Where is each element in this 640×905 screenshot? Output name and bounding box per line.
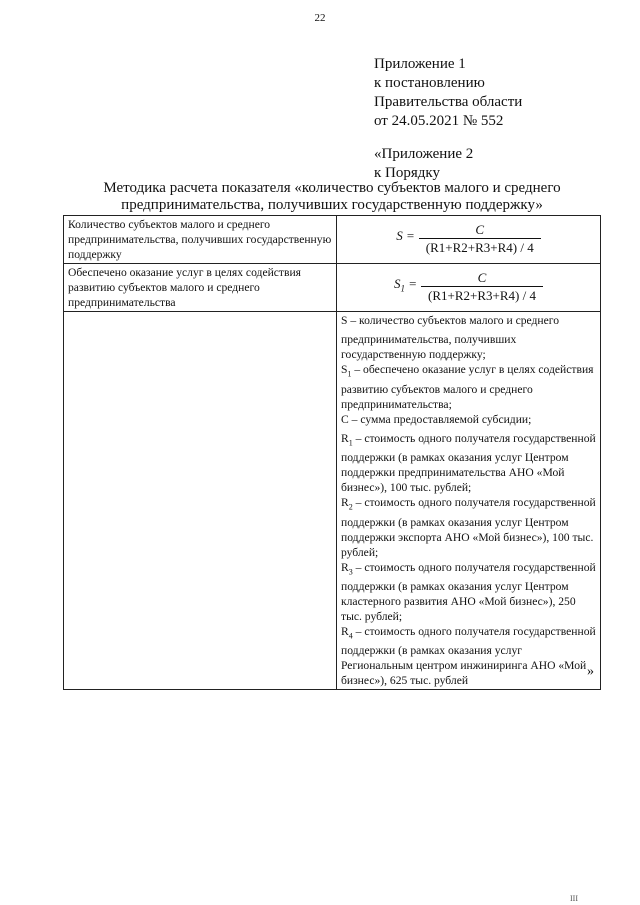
formula-numerator: C [477, 269, 487, 285]
appendix-line: к постановлению [374, 75, 485, 91]
indicator-label: Обеспечено оказание услуг в целях содействия развитию субъектов малого и среднего предпринимательства [64, 264, 337, 312]
appendix-line: к Порядку [374, 165, 440, 181]
formula-lhs: S = [396, 227, 415, 243]
formula-denominator: (R1+R2+R3+R4) / 4 [428, 287, 536, 303]
definition-item: S – количество субъектов малого и среднего предпринимательства, получивших государственную поддержку; [341, 314, 560, 362]
formula-cell [337, 264, 601, 312]
formula-numerator: C [475, 221, 485, 237]
appendix-line: от 24.05.2021 № 552 [374, 113, 504, 129]
definition-item: $R_4$ – стоимость одного получателя государственной поддержки (в рамках оказания услуг Региональным центром инжиниринга АНО «Мой бизнес»), 625 тыс. рублей [341, 624, 596, 688]
fraction [419, 222, 541, 255]
appendix-line: «Приложение 2 [374, 146, 474, 162]
table-row [64, 264, 601, 312]
definition-item: С – сумма предоставляемой субсидии; [341, 412, 532, 426]
definition-item: $S_1$ – обеспечено оказание услуг в целях содействия развитию субъектов малого и среднего предпринимательства; [341, 363, 594, 411]
page-number: 22 [314, 12, 326, 24]
document-title: Методика расчета показателя «количество субъектов малого и среднего предпринимательства, получивших государственную поддержку» [103, 180, 561, 213]
formula [341, 217, 596, 259]
appendix-header [374, 55, 522, 183]
appendix-line: Правительства области [374, 94, 523, 110]
definitions-cell [337, 312, 601, 690]
table-row [64, 312, 601, 690]
appendix-line: Приложение 1 [374, 56, 466, 72]
formula-denominator: (R1+R2+R3+R4) / 4 [425, 239, 534, 255]
footer-mark: ІІІ [570, 894, 578, 903]
formula-cell [337, 216, 601, 264]
formula [341, 265, 596, 307]
closing-quote: » [587, 664, 594, 679]
definition-item: $R_2$ – стоимость одного получателя государственной поддержки (в рамках оказания услуг Центром поддержки экспорта АНО «Мой бизнес»), 100 тыс. рублей; [341, 496, 596, 559]
empty-cell [64, 312, 337, 690]
formula-lhs: $S_1$ = [393, 275, 418, 294]
fraction [421, 270, 543, 303]
definition-item: $R_1$ – стоимость одного получателя государственной поддержки (в рамках оказания услуг Центром поддержки предпринимательства АНО «Мой бизнес»), 100 тыс. рублей; [341, 431, 596, 495]
definition-item: $R_3$ – стоимость одного получателя государственной поддержки (в рамках оказания услуг Центром кластерного развития АНО «Мой бизнес»), 250 тыс. рублей; [341, 560, 596, 623]
indicator-label: Количество субъектов малого и среднего предпринимательства, получивших государственную поддержку [64, 216, 337, 264]
table-row [64, 216, 601, 264]
methodology-table [63, 215, 601, 690]
